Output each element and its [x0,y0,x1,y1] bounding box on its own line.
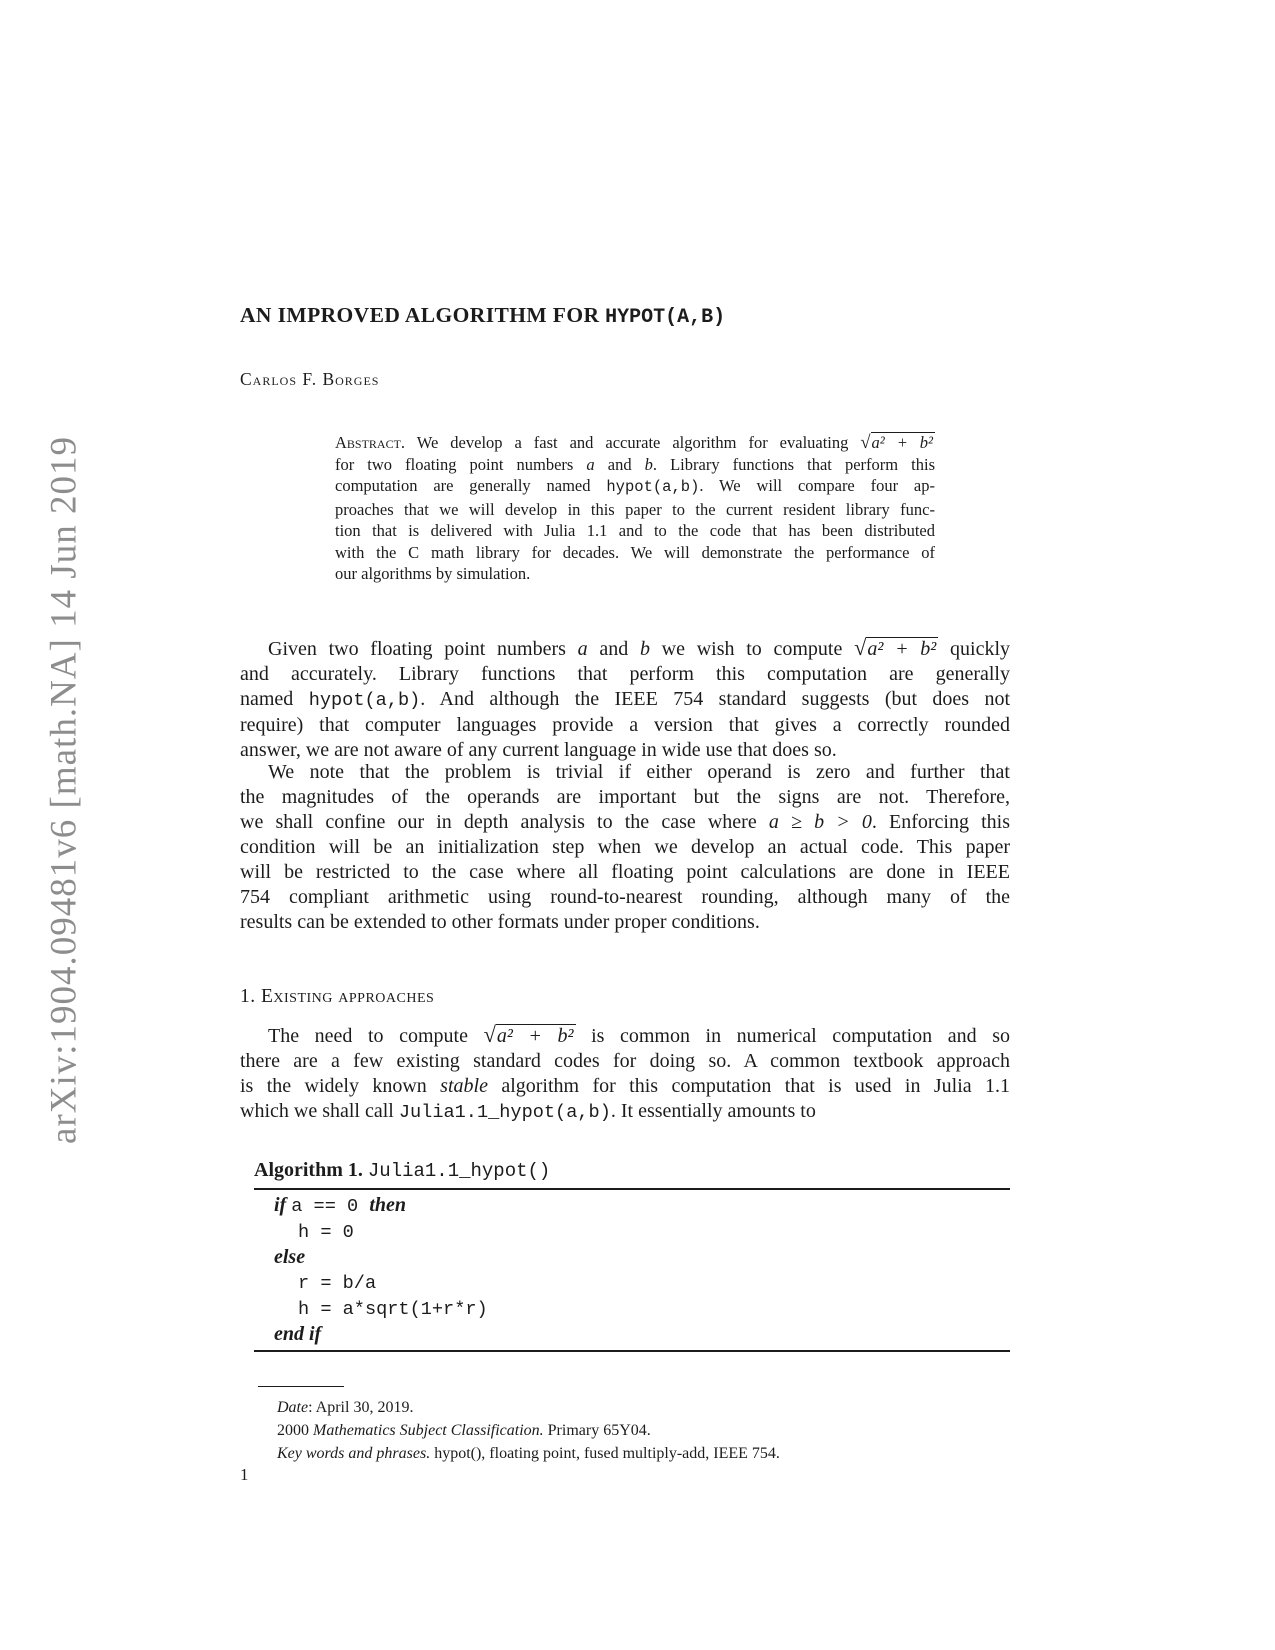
sqrt-expression [483,1022,576,1047]
text-line [254,1158,1010,1184]
code-inline: hypot(a,b) [606,478,700,496]
text-line [240,760,1010,785]
text-line [240,785,1010,810]
footnotes [277,1396,997,1465]
radical-sign-icon: √ [854,635,867,660]
text-run: our algorithms by simulation. [335,564,531,583]
text-run: which we shall call [240,1100,399,1122]
algorithm-body [254,1193,1010,1347]
text-run: and [587,638,640,660]
text-run: require) that computer languages provide a version that gives a correctly rounded [240,714,1010,736]
keyword-text: end if [274,1323,322,1345]
bold-text: AN IMPROVED ALGORITHM FOR [240,303,606,327]
radicand: a² + b² [871,433,933,452]
text-run: 2000 [277,1422,313,1439]
text-run: . Enforcing this [871,811,1010,833]
text-run: answer, we are not aware of any current language in wide use that does so. [240,739,837,761]
paragraph-2 [240,760,1010,935]
text-run: We note that the problem is trivial if either operand is zero and further that [268,761,1010,783]
algorithm-1 [254,1158,1010,1352]
code-inline: r = b/a [298,1273,377,1294]
code-inline: HYPOT(A,B) [605,306,726,329]
smallcaps-text: Abstract. [335,433,406,452]
text-line [240,910,1010,935]
text-run: named [240,688,309,710]
text-run: for two floating point numbers [335,454,587,474]
text-run: with the C math library for decades. We will demonstrate the performance of [335,542,935,562]
math-inline: a ≥ b > 0 [768,811,872,833]
text-line [240,810,1010,835]
math-inline: a [586,454,595,474]
text-line [240,367,1010,393]
radicand: a² + b² [496,1025,574,1047]
author-name [240,367,1010,393]
text-line [335,563,935,585]
text-run: we shall confine our in depth analysis to the case where [240,811,769,833]
sqrt-expression [860,433,935,452]
keyword-text: then [369,1194,407,1216]
radical-sign-icon: √ [860,432,871,452]
text-line [254,1270,1010,1296]
text-line [335,475,935,499]
algorithm-rule-top [254,1188,1010,1190]
text-line [335,499,935,521]
text-line [335,520,935,542]
code-inline: Julia1.1_hypot() [367,1160,551,1182]
text-line [240,984,1010,1010]
arxiv-stamp: arXiv:1904.09481v6 [math.NA] 14 Jun 2019 [43,436,85,1144]
text-line [240,687,1010,713]
text-run: computation are generally named [335,476,607,495]
algorithm-rule-bottom [254,1350,1010,1352]
text-line [240,835,1010,860]
text-run: hypot(), floating point, fused multiply-add, IEEE 754. [430,1445,780,1462]
text-line [240,713,1010,738]
math-inline: a [577,638,588,660]
smallcaps-text: 1. Existing approaches [240,986,435,1007]
text-run: will be restricted to the case where all floating point calculations are done in IEEE [240,861,1010,883]
text-run: there are a few existing standard codes for doing so. A common textbook approach [240,1050,1010,1072]
emphasis-text: stable [440,1075,488,1097]
algorithm-caption [254,1158,1010,1184]
text-line [240,1074,1010,1099]
text-line [277,1419,997,1442]
text-run: and accurately. Library functions that perform this computation are generally [240,663,1010,685]
code-inline: h = a*sqrt(1+r*r) [298,1299,488,1320]
text-line [254,1322,1010,1347]
text-line [240,303,1010,330]
text-line [254,1245,1010,1270]
footnote-rule [258,1386,344,1387]
text-line [277,1396,997,1419]
text-line [335,542,935,564]
text-line [335,432,935,454]
text-line [240,1099,1010,1125]
keyword-text: else [274,1246,306,1268]
code-inline: Julia1.1_hypot(a,b) [398,1102,611,1123]
radicand: a² + b² [867,638,937,660]
text-run: The need to compute [268,1025,484,1047]
paragraph-1 [240,635,1010,763]
text-run: algorithm for this computation that is used in Julia 1.1 [487,1075,1011,1097]
text-line [335,454,935,476]
text-run: Primary 65Y04. [543,1422,651,1439]
text-run: quickly [938,638,1011,660]
text-line [240,1049,1010,1074]
code-inline: a == 0 [291,1196,370,1217]
text-run: and [594,454,645,474]
text-run: tion that is delivered with Julia 1.1 and to the code that has been distributed [335,521,935,540]
text-run: results can be extended to other formats under proper conditions. [240,911,760,933]
text-line [254,1193,1010,1219]
code-inline: hypot(a,b) [308,690,421,711]
text-line [240,662,1010,687]
text-line [240,1022,1010,1049]
emphasis-text: Key words and phrases. [277,1445,431,1462]
sqrt-expression [854,635,938,660]
text-run: . We will compare four ap- [699,476,935,495]
text-line [240,860,1010,885]
text-line [254,1219,1010,1245]
page-title [240,303,1010,330]
keyword-text: if [274,1194,292,1216]
text-run: proaches that we will develop in this paper to the current resident library func- [335,499,935,519]
text-run: the magnitudes of the operands are important but the signs are not. Therefore, [240,786,1010,808]
text-line [254,1296,1010,1322]
page-number-text: 1 [240,1465,249,1484]
code-inline: h = 0 [298,1222,354,1243]
text-run: We develop a fast and accurate algorithm for evaluating [405,433,861,452]
text-run: : April 30, 2019. [308,1399,414,1416]
bold-text: Algorithm 1. [254,1159,368,1181]
text-run: is the widely known [240,1075,441,1097]
smallcaps-text: Carlos F. Borges [240,369,380,389]
text-line [240,885,1010,910]
section-heading-1 [240,984,1010,1010]
math-inline: b [639,638,650,660]
text-run: is common in numerical computation and so [575,1025,1010,1047]
text-run: we wish to compute [649,638,855,660]
paragraph-3 [240,1022,1010,1125]
text-run: . It essentially amounts to [610,1100,816,1122]
page-number [240,1462,1010,1487]
text-run: 754 compliant arithmetic using round-to-nearest rounding, although many of the [240,886,1010,908]
text-run: Given two floating point numbers [268,638,578,660]
text-run: condition will be an initialization step when we develop an actual code. This paper [240,836,1010,858]
text-run: . And although the IEEE 754 standard suggests (but does not [420,688,1011,710]
abstract [335,432,935,585]
radical-sign-icon: √ [483,1022,496,1047]
emphasis-text: Mathematics Subject Classification. [313,1422,544,1439]
text-run: . Library functions that perform this [652,454,936,474]
text-line [240,635,1010,662]
emphasis-text: Date [277,1399,309,1416]
math-inline: b [644,454,653,474]
